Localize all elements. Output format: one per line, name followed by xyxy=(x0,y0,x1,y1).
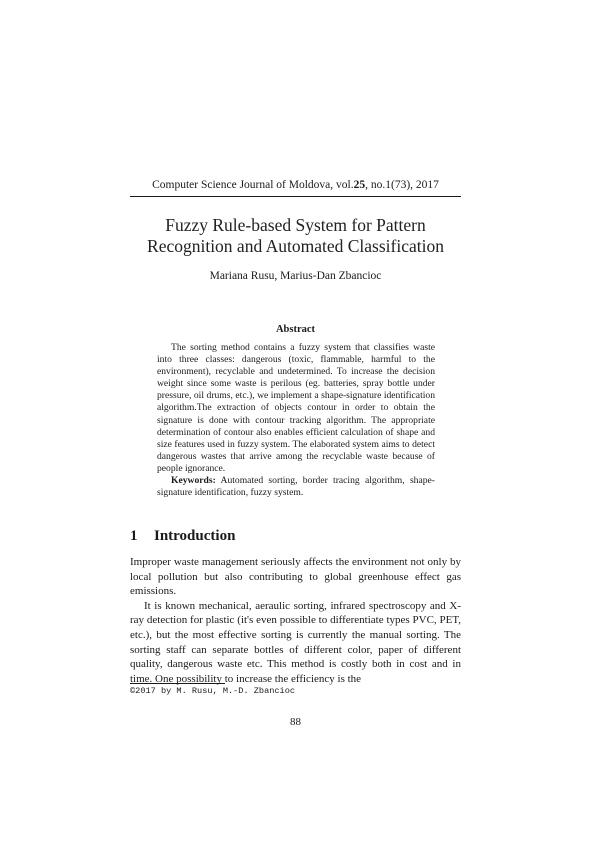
journal-issue: , no.1(73), 2017 xyxy=(365,179,439,191)
keywords-label: Keywords: xyxy=(171,475,216,487)
section-title: Introduction xyxy=(154,528,236,544)
section-number: 1 xyxy=(130,528,138,544)
copyright-footnote: ©2017 by M. Rusu, M.-D. Zbancioc xyxy=(130,686,296,696)
abstract-body xyxy=(157,342,435,499)
page-number: 88 xyxy=(290,716,301,728)
header-rule xyxy=(130,196,461,197)
journal-volume: 25 xyxy=(353,179,366,191)
keywords-text: Automated sorting, border tracing algorithm, shape-signature identification, fuzzy system. xyxy=(157,475,435,499)
keywords xyxy=(157,475,435,499)
body-text xyxy=(130,555,461,686)
title-line-1: Fuzzy Rule-based System for Pattern xyxy=(165,215,426,235)
journal-name: Computer Science Journal of Moldova, vol. xyxy=(152,179,354,191)
abstract-heading: Abstract xyxy=(275,324,316,335)
title-line-2: Recognition and Automated Classification xyxy=(147,236,444,256)
footnote-rule xyxy=(130,683,225,684)
journal-header xyxy=(130,179,461,191)
body-paragraph-2: It is known mechanical, aeraulic sorting, infrared spectroscopy and X-ray detection for plastic (it's even possible to differentiate types PVC, PET, etc.), but the most effective sorting is currently the manual sorting. The sorting staff can separate bottles of different color, paper of different quality, dangerous waste etc. This method is costly both in cost and in time. One possibility to increase the efficiency is the xyxy=(130,599,461,685)
abstract-text: The sorting method contains a fuzzy system that classifies waste into three classes: dangerous (toxic, flammable, harmful to the environment), recyclable and undetermined. To increase the decision weight since some waste is perilous (eg. batteries, spray bottle under pressure, oil drums, etc.), we implement a shape-signature identification algorithm.The extraction of objects contour in order to obtain the signature is done with contour tracking algorithm. The appropriate determination of contour also enables efficient calculation of shape and size features used in fuzzy system. The elaborated system aims to detect dangerous wastes that arrive among the recyclable waste because of people ignorance. xyxy=(157,342,435,474)
paper-title xyxy=(130,215,461,257)
body-paragraph-1: Improper waste management seriously affects the environment not only by local pollution but also contributing to global greenhouse effect gas emissions. xyxy=(130,556,461,598)
section-heading xyxy=(130,528,235,545)
authors: Mariana Rusu, Marius-Dan Zbancioc xyxy=(209,270,382,282)
